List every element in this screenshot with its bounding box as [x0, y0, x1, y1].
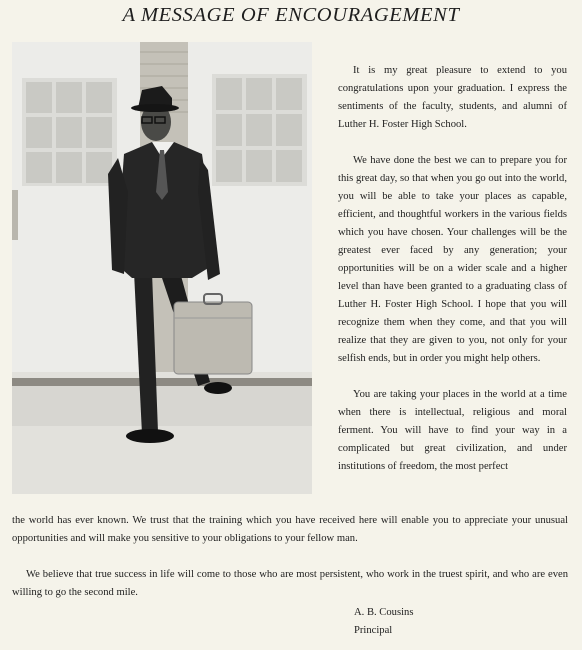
- signature-block: [354, 604, 413, 640]
- paragraph-world-part2-block: [12, 512, 568, 548]
- paragraph-world-part2: the world has ever known. We trust that the training which you have received here will enable you to appreciate your unusual opportunities and will make you sensitive to your obligations to your fellow man.: [12, 515, 568, 544]
- paragraph-success: We believe that true success in life will come to those who are most persistent, who work in the truest spirit, and who are even willing to go the second mile.: [12, 569, 568, 598]
- paragraph-congratulations: It is my great pleasure to extend to you congratulations upon your graduation. I express the sentiments of the faculty, students, and alumni of Luther H. Foster High School.: [338, 65, 567, 130]
- signature-role: Principal: [354, 625, 393, 636]
- paragraph-preparation: We have done the best we can to prepare you for this great day, so that when you go out into the world, you will be able to take your places as capable, efficient, and thoughtful workers in the various fields which you have chosen. Your challenges will be the greatest ever faced by any generation; your opportunities will be on a wider scale and a higher level than have been granted to a graduating class of Luther H. Foster High School. I hope that you will recognize them when they come, and that you will realize that they are given to you, not only for your selfish ends, but in order you might help others.: [338, 155, 567, 364]
- page-title: A MESSAGE OF ENCOURAGEMENT: [122, 4, 460, 26]
- right-column: [338, 62, 567, 494]
- paragraph-world-part1: You are taking your places in the world at a time when there is intellectual, religious and moral ferment. You will have to find your way in a complicated but great civilization, and under institutions of freedom, the most perfect: [338, 389, 567, 472]
- photo-illustration: [12, 42, 312, 494]
- principal-photo: [12, 42, 312, 494]
- signature-name: A. B. Cousins: [354, 607, 414, 618]
- paragraph-success-block: [12, 566, 568, 602]
